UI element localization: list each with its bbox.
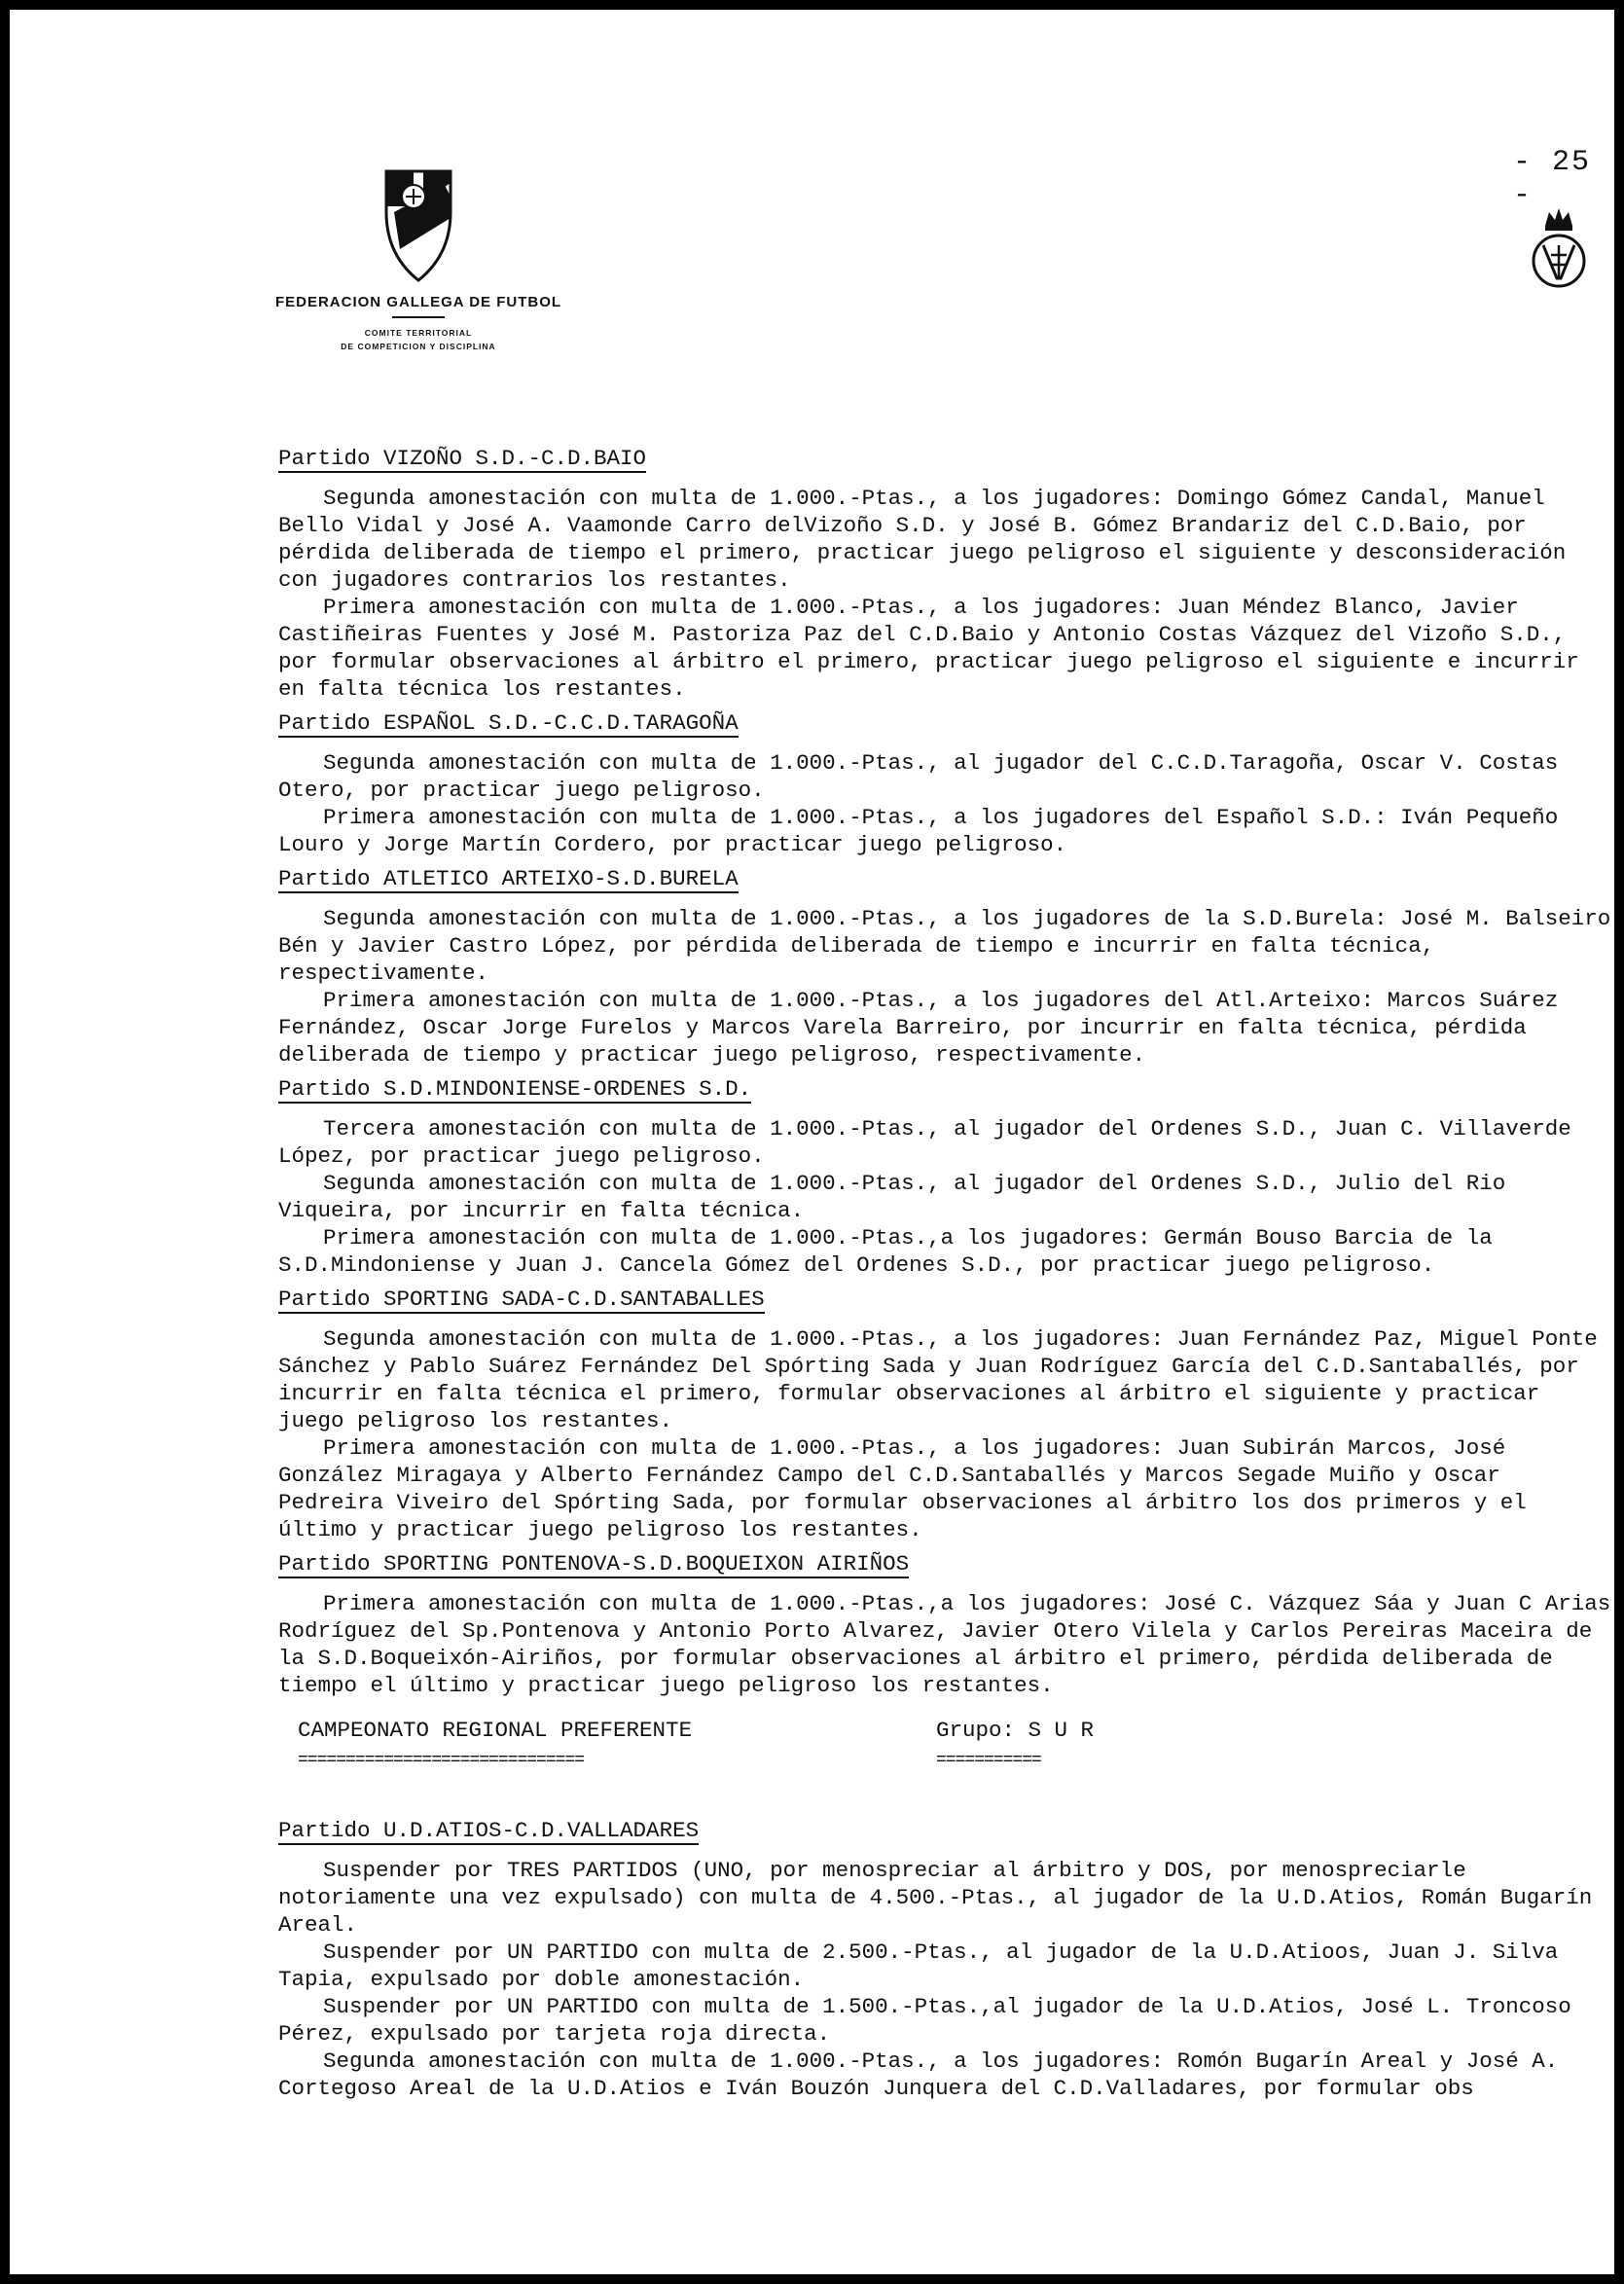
rfef-emblem: [1528, 204, 1590, 297]
match-title: Partido U.D.ATIOS-C.D.VALLADARES: [278, 1818, 700, 1843]
match-title: Partido SPORTING PONTENOVA-S.D.BOQUEIXON AIRIÑOS: [278, 1551, 910, 1577]
sanction-paragraph: Segunda amonestación con multa de 1.000.-Ptas., a los jugadores de la S.D.Burela: José M. Balseiro Bén y Javier Castro López, por pérdida deliberada de tiempo e incurrir en falta técnica, respectivamente.: [278, 906, 1611, 986]
sanction-paragraph: Suspender por UN PARTIDO con multa de 1.500.-Ptas.,al jugador de la U.D.Atios, José L. Troncoso Pérez, expulsado por tarjeta roja directa.: [278, 1994, 1571, 2047]
league-group-text: Grupo: S U R: [936, 1718, 1095, 1743]
match-title: Partido SPORTING SADA-C.D.SANTABALLES: [278, 1287, 765, 1312]
document-body: [278, 438, 1611, 2102]
league-group-underline: ===========: [936, 1751, 1041, 1770]
document-page: [10, 10, 1614, 2274]
sanction-paragraph: Primera amonestación con multa de 1.000.-Ptas., a los jugadores: Juan Méndez Blanco, Javier Castiñeiras Fuentes y José M. Pastoriza Paz del C.D.Baio y Antonio Costas Vázquez del Vizoño S.D., por formular observaciones al árbitro el primero, practicar juego peligroso el siguiente e incurrir en falta técnica los restantes.: [278, 595, 1579, 702]
federation-logo: [243, 165, 594, 353]
sanction-paragraph: Primera amonestación con multa de 1.000.-Ptas.,a los jugadores: Germán Bouso Barcia de la S.D.Mindoniense y Juan J. Cancela Gómez del Ordenes S.D., por practicar juego peligroso.: [278, 1225, 1493, 1278]
sanction-paragraph: Segunda amonestación con multa de 1.000.-Ptas., al jugador del Ordenes S.D., Julio del Rio Viqueira, por incurrir en falta técnica.: [278, 1171, 1506, 1223]
sanction-paragraph: Suspender por UN PARTIDO con multa de 2.500.-Ptas., al jugador de la U.D.Atioos, Juan J. Silva Tapia, expulsado por doble amonestación.: [278, 1940, 1559, 1992]
sanction-paragraph: Segunda amonestación con multa de 1.000.-Ptas., al jugador del C.C.D.Taragoña, Oscar V. Costas Otero, por practicar juego peligroso.: [278, 750, 1559, 803]
match-section: [278, 438, 1611, 703]
sanction-paragraph: Primera amonestación con multa de 1.000.-Ptas., a los jugadores del Español S.D.: Iván Pequeño Louro y Jorge Martín Cordero, por practicar juego peligroso.: [278, 805, 1559, 857]
sanction-paragraph: Primera amonestación con multa de 1.000.-Ptas., a los jugadores del Atl.Arteixo: Marcos Suárez Fernández, Oscar Jorge Furelos y Marcos Varela Barreiro, por incurrir en falta técnica, pérdida deliberada de tiempo y practicar juego peligroso, respectivamente.: [278, 988, 1559, 1068]
match-section: [278, 1543, 1611, 1699]
sanction-paragraph: Segunda amonestación con multa de 1.000.-Ptas., a los jugadores: Juan Fernández Paz, Miguel Ponte Sánchez y Pablo Suárez Fernández Del Spórting Sada y Juan Rodríguez García del C.D.Santaballés, por incurrir en falta técnica el primero, formular observaciones al árbitro el siguiente y practicar juego peligroso los restantes.: [278, 1326, 1598, 1433]
match-title: Partido S.D.MINDONIENSE-ORDENES S.D.: [278, 1076, 752, 1102]
federation-name: FEDERACION GALLEGA DE FUTBOL: [274, 294, 562, 310]
match-section: [278, 1279, 1611, 1543]
league-name-underline: ==============================: [298, 1751, 585, 1770]
spacer: [278, 1789, 1611, 1810]
match-title: Partido ESPAÑOL S.D.-C.C.D.TARAGOÑA: [278, 710, 739, 736]
league-group: [936, 1717, 1094, 1769]
match-section: [278, 1069, 1611, 1279]
match-section: [278, 858, 1611, 1069]
match-section: [278, 703, 1611, 858]
page-number: - 25 -: [1513, 146, 1592, 212]
sanction-paragraph: Segunda amonestación con multa de 1.000.-Ptas., a los jugadores: Domingo Gómez Candal, Manuel Bello Vidal y José A. Vaamonde Carro delVizoño S.D. y José B. Gómez Brandariz del C.D.Baio, por pérdida deliberada de tiempo el primero, practicar juego peligroso el siguiente y desconsideración con jugadores contrarios los restantes.: [278, 486, 1567, 593]
logo-divider: [392, 316, 445, 318]
crown-emblem-icon: [1528, 204, 1590, 292]
league-name-text: CAMPEONATO REGIONAL PREFERENTE: [298, 1718, 693, 1743]
sanction-paragraph: Primera amonestación con multa de 1.000.-Ptas., a los jugadores: Juan Subirán Marcos, José González Miragaya y Alberto Fernández Campo del C.D.Santaballés y Marcos Segade Muiño y Oscar Pedreira Viveiro del Spórting Sada, por formular observaciones al árbitro los dos primeros y el último y practicar juego peligroso los restantes.: [278, 1435, 1527, 1542]
sanction-paragraph: Primera amonestación con multa de 1.000.-Ptas.,a los jugadores: José C. Vázquez Sáa y Juan C Arias Rodríguez del Sp.Pontenova y Antonio Porto Alvarez, Javier Otero Vilela y Carlos Pereiras Maceira de la S.D.Boqueixón-Airiños, por formular observaciones al árbitro el primero, pérdida deliberada de tiempo el último y practicar juego peligroso los restantes.: [278, 1591, 1611, 1698]
league-name: [298, 1717, 692, 1769]
sanction-paragraph: Tercera amonestación con multa de 1.000.-Ptas., al jugador del Ordenes S.D., Juan C. Villaverde López, por practicar juego peligroso.: [278, 1116, 1571, 1169]
match-title: Partido ATLETICO ARTEIXO-S.D.BURELA: [278, 866, 739, 891]
committee-line-1: COMITE TERRITORIAL: [364, 328, 473, 338]
league-heading: [278, 1717, 1611, 1789]
sanction-paragraph: Suspender por TRES PARTIDOS (UNO, por menospreciar al árbitro y DOS, por menospreciarle notoriamente una vez expulsado) con multa de 4.500.-Ptas., al jugador de la U.D.Atios, Román Bugarín Areal.: [278, 1858, 1593, 1938]
sanction-paragraph: Segunda amonestación con multa de 1.000.-Ptas., a los jugadores: Romón Bugarín Areal y José A. Cortegoso Areal de la U.D.Atios e Iván Bouzón Junquera del C.D.Valladares, por formular obs: [278, 2048, 1559, 2101]
committee-line-2: DE COMPETICION Y DISCIPLINA: [341, 342, 496, 351]
match-section: [278, 1810, 1611, 2102]
match-title: Partido VIZOÑO S.D.-C.D.BAIO: [278, 446, 647, 471]
shield-crest-icon: [380, 165, 456, 284]
